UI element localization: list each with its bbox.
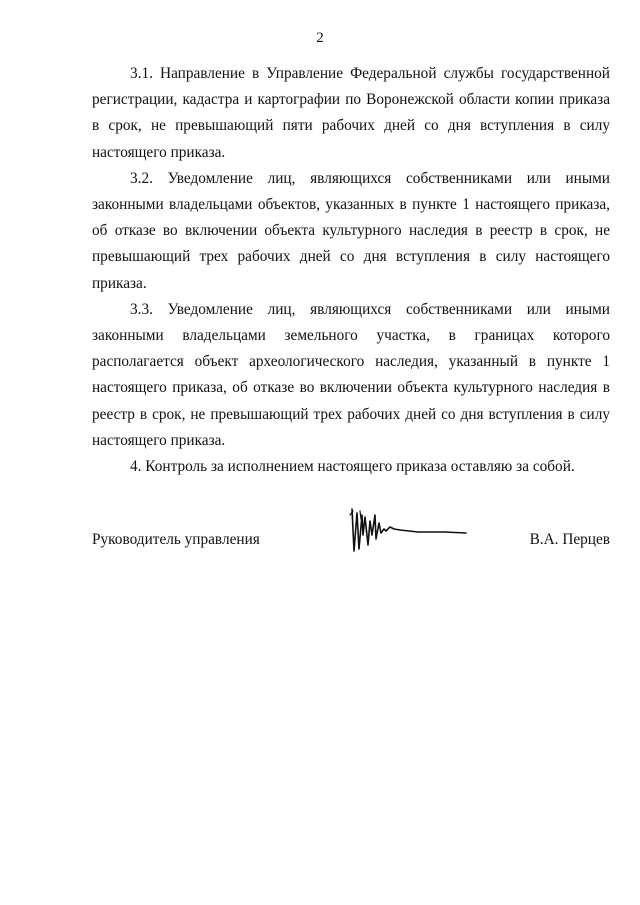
signatory-title: Руководитель управления (92, 531, 260, 548)
paragraph-3-1: 3.1. Направление в Управление Федеральной службы государственной регистрации, кадастра и картографии по Воронежской области копии приказа в срок, не превышающий пяти рабочих дней со дня вступления в силу настоящего приказа. (92, 65, 610, 161)
paragraph-3-3: 3.3. Уведомление лиц, являющихся собственниками или иными законными владельцами земельного участка, в границах которого располагается объект археологического наследия, указанный в пункте 1 настоящего приказа, об отказе во включении объекта культурного наследия в реестр в срок, не превышающий трех рабочих дней со дня вступления в силу настоящего приказа. (92, 300, 610, 449)
paragraph-4: 4. Контроль за исполнением настоящего приказа оставляю за собой. (130, 458, 575, 476)
signatory-name: В.А. Перцев (529, 531, 610, 548)
paragraph-3-2: 3.2. Уведомление лиц, являющихся собственниками или иными законными владельцами объектов, указанных в пункте 1 настоящего приказа, об отказе во включении объекта культурного наследия в реестр в срок, не превышающий трех рабочих дней со дня вступления в силу настоящего приказа. (92, 169, 610, 292)
page-number: 2 (316, 30, 324, 46)
handwritten-signature (348, 505, 468, 555)
document-body (92, 61, 610, 480)
